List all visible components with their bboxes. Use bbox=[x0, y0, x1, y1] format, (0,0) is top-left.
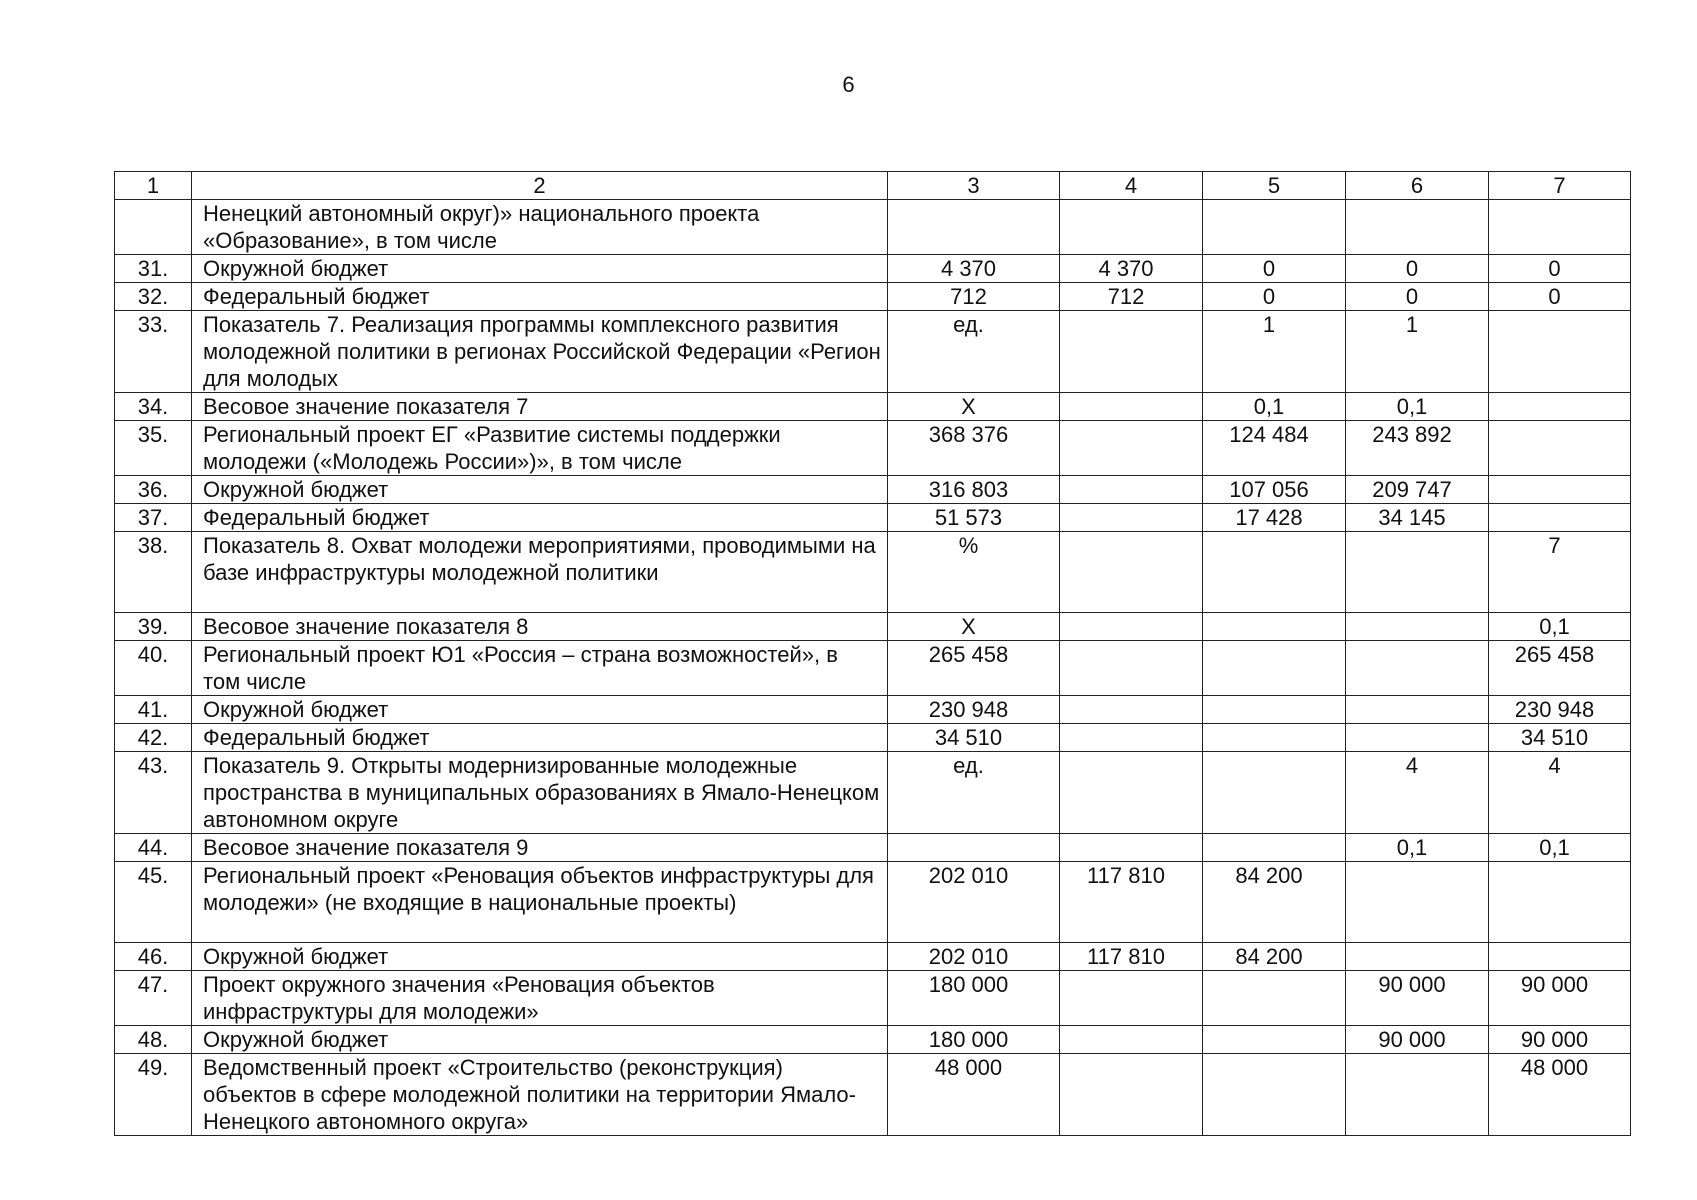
table-row bbox=[115, 393, 1631, 421]
value-col-6-cell bbox=[1346, 200, 1489, 255]
table-row bbox=[115, 504, 1631, 532]
description-cell: Показатель 8. Охват молодежи мероприятиями, проводимыми на базе инфраструктуры молодежной политики bbox=[192, 532, 888, 613]
description-cell: Окружной бюджет bbox=[192, 696, 888, 724]
value-col-7-cell: 7 bbox=[1489, 532, 1631, 613]
value-col-3-cell: X bbox=[888, 613, 1060, 641]
value-col-7-cell: 230 948 bbox=[1489, 696, 1631, 724]
value-col-4-cell bbox=[1060, 641, 1203, 696]
value-col-3-cell bbox=[888, 834, 1060, 862]
value-col-6-cell bbox=[1346, 943, 1489, 971]
row-number-cell: 42. bbox=[115, 724, 192, 752]
description-cell: Весовое значение показателя 8 bbox=[192, 613, 888, 641]
value-col-4-cell: 4 370 bbox=[1060, 255, 1203, 283]
value-col-6-cell bbox=[1346, 613, 1489, 641]
table-row bbox=[115, 724, 1631, 752]
value-col-5-cell: 0 bbox=[1203, 255, 1346, 283]
value-col-5-cell bbox=[1203, 532, 1346, 613]
value-col-6-cell: 0,1 bbox=[1346, 834, 1489, 862]
value-col-5-cell: 1 bbox=[1203, 311, 1346, 393]
value-col-5-cell bbox=[1203, 641, 1346, 696]
table-row bbox=[115, 1054, 1631, 1136]
description-cell: Окружной бюджет bbox=[192, 476, 888, 504]
description-cell: Федеральный бюджет bbox=[192, 504, 888, 532]
value-col-3-cell: ед. bbox=[888, 311, 1060, 393]
value-col-4-cell bbox=[1060, 724, 1203, 752]
header-cell-7: 7 bbox=[1489, 172, 1631, 200]
value-col-7-cell bbox=[1489, 200, 1631, 255]
value-col-5-cell: 84 200 bbox=[1203, 862, 1346, 943]
table-row bbox=[115, 532, 1631, 613]
value-col-4-cell bbox=[1060, 421, 1203, 476]
value-col-4-cell bbox=[1060, 1054, 1203, 1136]
table-row bbox=[115, 834, 1631, 862]
value-col-7-cell: 0 bbox=[1489, 283, 1631, 311]
value-col-6-cell bbox=[1346, 532, 1489, 613]
value-col-6-cell bbox=[1346, 1054, 1489, 1136]
value-col-7-cell: 0 bbox=[1489, 255, 1631, 283]
row-number-cell: 32. bbox=[115, 283, 192, 311]
table-row bbox=[115, 476, 1631, 504]
value-col-5-cell: 84 200 bbox=[1203, 943, 1346, 971]
description-cell: Федеральный бюджет bbox=[192, 724, 888, 752]
value-col-5-cell bbox=[1203, 752, 1346, 834]
value-col-5-cell bbox=[1203, 200, 1346, 255]
value-col-5-cell bbox=[1203, 1026, 1346, 1054]
value-col-4-cell bbox=[1060, 752, 1203, 834]
value-col-7-cell: 0,1 bbox=[1489, 834, 1631, 862]
row-number-cell: 41. bbox=[115, 696, 192, 724]
value-col-4-cell bbox=[1060, 504, 1203, 532]
value-col-5-cell: 0,1 bbox=[1203, 393, 1346, 421]
value-col-4-cell: 712 bbox=[1060, 283, 1203, 311]
value-col-7-cell bbox=[1489, 862, 1631, 943]
value-col-4-cell bbox=[1060, 476, 1203, 504]
row-number-cell: 31. bbox=[115, 255, 192, 283]
value-col-6-cell: 0,1 bbox=[1346, 393, 1489, 421]
row-number-cell: 47. bbox=[115, 971, 192, 1026]
value-col-7-cell: 0,1 bbox=[1489, 613, 1631, 641]
value-col-5-cell bbox=[1203, 696, 1346, 724]
description-cell: Весовое значение показателя 7 bbox=[192, 393, 888, 421]
value-col-4-cell bbox=[1060, 311, 1203, 393]
value-col-3-cell: 265 458 bbox=[888, 641, 1060, 696]
header-cell-6: 6 bbox=[1346, 172, 1489, 200]
value-col-7-cell bbox=[1489, 421, 1631, 476]
value-col-4-cell bbox=[1060, 696, 1203, 724]
table-row bbox=[115, 200, 1631, 255]
value-col-6-cell bbox=[1346, 862, 1489, 943]
row-number-cell: 34. bbox=[115, 393, 192, 421]
table-header bbox=[115, 172, 1631, 200]
value-col-4-cell bbox=[1060, 834, 1203, 862]
value-col-3-cell: 316 803 bbox=[888, 476, 1060, 504]
value-col-3-cell: 180 000 bbox=[888, 971, 1060, 1026]
description-cell: Проект окружного значения «Реновация объектов инфраструктуры для молодежи» bbox=[192, 971, 888, 1026]
value-col-6-cell bbox=[1346, 724, 1489, 752]
value-col-6-cell: 243 892 bbox=[1346, 421, 1489, 476]
value-col-6-cell: 4 bbox=[1346, 752, 1489, 834]
table-row bbox=[115, 696, 1631, 724]
description-cell: Показатель 9. Открыты модернизированные молодежные пространства в муниципальных образованиях в Ямало-Ненецком автономном округе bbox=[192, 752, 888, 834]
description-cell: Окружной бюджет bbox=[192, 255, 888, 283]
header-cell-5: 5 bbox=[1203, 172, 1346, 200]
value-col-3-cell: 230 948 bbox=[888, 696, 1060, 724]
value-col-4-cell: 117 810 bbox=[1060, 862, 1203, 943]
row-number-cell: 37. bbox=[115, 504, 192, 532]
value-col-3-cell bbox=[888, 200, 1060, 255]
value-col-7-cell bbox=[1489, 311, 1631, 393]
value-col-5-cell: 107 056 bbox=[1203, 476, 1346, 504]
page-number: 6 bbox=[842, 72, 855, 97]
description-cell: Весовое значение показателя 9 bbox=[192, 834, 888, 862]
header-cell-1: 1 bbox=[115, 172, 192, 200]
value-col-7-cell: 4 bbox=[1489, 752, 1631, 834]
row-number-cell bbox=[115, 200, 192, 255]
value-col-4-cell bbox=[1060, 613, 1203, 641]
value-col-4-cell bbox=[1060, 1026, 1203, 1054]
value-col-3-cell: 202 010 bbox=[888, 862, 1060, 943]
row-number-cell: 39. bbox=[115, 613, 192, 641]
value-col-6-cell bbox=[1346, 696, 1489, 724]
description-cell: Окружной бюджет bbox=[192, 943, 888, 971]
value-col-5-cell bbox=[1203, 971, 1346, 1026]
value-col-6-cell: 1 bbox=[1346, 311, 1489, 393]
value-col-7-cell: 34 510 bbox=[1489, 724, 1631, 752]
description-cell: Показатель 7. Реализация программы комплексного развития молодежной политики в регионах Российской Федерации «Регион для молодых bbox=[192, 311, 888, 393]
row-number-cell: 36. bbox=[115, 476, 192, 504]
header-cell-3: 3 bbox=[888, 172, 1060, 200]
value-col-4-cell: 117 810 bbox=[1060, 943, 1203, 971]
table-row bbox=[115, 752, 1631, 834]
row-number-cell: 49. bbox=[115, 1054, 192, 1136]
value-col-6-cell: 0 bbox=[1346, 255, 1489, 283]
header-cell-4: 4 bbox=[1060, 172, 1203, 200]
value-col-3-cell: 180 000 bbox=[888, 1026, 1060, 1054]
value-col-7-cell bbox=[1489, 943, 1631, 971]
description-cell: Ненецкий автономный округ)» национального проекта «Образование», в том числе bbox=[192, 200, 888, 255]
value-col-6-cell: 34 145 bbox=[1346, 504, 1489, 532]
value-col-7-cell: 90 000 bbox=[1489, 1026, 1631, 1054]
value-col-5-cell: 0 bbox=[1203, 283, 1346, 311]
value-col-7-cell bbox=[1489, 504, 1631, 532]
row-number-cell: 35. bbox=[115, 421, 192, 476]
value-col-3-cell: 48 000 bbox=[888, 1054, 1060, 1136]
row-number-cell: 40. bbox=[115, 641, 192, 696]
value-col-3-cell: 202 010 bbox=[888, 943, 1060, 971]
description-cell: Федеральный бюджет bbox=[192, 283, 888, 311]
description-cell: Региональный проект ЕГ «Развитие системы поддержки молодежи («Молодежь России»)», в том числе bbox=[192, 421, 888, 476]
table-row bbox=[115, 311, 1631, 393]
row-number-cell: 38. bbox=[115, 532, 192, 613]
budget-table bbox=[114, 171, 1631, 1136]
value-col-3-cell: X bbox=[888, 393, 1060, 421]
value-col-6-cell: 90 000 bbox=[1346, 1026, 1489, 1054]
description-cell: Ведомственный проект «Строительство (реконструкция) объектов в сфере молодежной политики на территории Ямало-Ненецкого автономного округа» bbox=[192, 1054, 888, 1136]
description-cell: Региональный проект «Реновация объектов инфраструктуры для молодежи» (не входящие в национальные проекты) bbox=[192, 862, 888, 943]
value-col-4-cell bbox=[1060, 971, 1203, 1026]
value-col-6-cell: 90 000 bbox=[1346, 971, 1489, 1026]
description-cell: Региональный проект Ю1 «Россия – страна возможностей», в том числе bbox=[192, 641, 888, 696]
value-col-5-cell bbox=[1203, 1054, 1346, 1136]
value-col-5-cell: 124 484 bbox=[1203, 421, 1346, 476]
value-col-6-cell bbox=[1346, 641, 1489, 696]
header-cell-2: 2 bbox=[192, 172, 888, 200]
row-number-cell: 45. bbox=[115, 862, 192, 943]
value-col-3-cell: 368 376 bbox=[888, 421, 1060, 476]
value-col-3-cell: 34 510 bbox=[888, 724, 1060, 752]
row-number-cell: 48. bbox=[115, 1026, 192, 1054]
description-cell: Окружной бюджет bbox=[192, 1026, 888, 1054]
table-row bbox=[115, 641, 1631, 696]
table-row bbox=[115, 255, 1631, 283]
value-col-5-cell bbox=[1203, 613, 1346, 641]
row-number-cell: 43. bbox=[115, 752, 192, 834]
table-row bbox=[115, 1026, 1631, 1054]
value-col-3-cell: ед. bbox=[888, 752, 1060, 834]
row-number-cell: 46. bbox=[115, 943, 192, 971]
value-col-4-cell bbox=[1060, 200, 1203, 255]
table-row bbox=[115, 421, 1631, 476]
header-row bbox=[115, 172, 1631, 200]
value-col-4-cell bbox=[1060, 532, 1203, 613]
value-col-7-cell: 90 000 bbox=[1489, 971, 1631, 1026]
value-col-5-cell bbox=[1203, 724, 1346, 752]
table-row bbox=[115, 862, 1631, 943]
value-col-5-cell bbox=[1203, 834, 1346, 862]
row-number-cell: 44. bbox=[115, 834, 192, 862]
table-row bbox=[115, 971, 1631, 1026]
value-col-4-cell bbox=[1060, 393, 1203, 421]
table-body bbox=[115, 200, 1631, 1136]
value-col-3-cell: % bbox=[888, 532, 1060, 613]
table-row bbox=[115, 283, 1631, 311]
table-row bbox=[115, 943, 1631, 971]
value-col-7-cell: 265 458 bbox=[1489, 641, 1631, 696]
value-col-7-cell bbox=[1489, 476, 1631, 504]
value-col-3-cell: 51 573 bbox=[888, 504, 1060, 532]
value-col-5-cell: 17 428 bbox=[1203, 504, 1346, 532]
value-col-3-cell: 712 bbox=[888, 283, 1060, 311]
row-number-cell: 33. bbox=[115, 311, 192, 393]
table-row bbox=[115, 613, 1631, 641]
value-col-7-cell bbox=[1489, 393, 1631, 421]
value-col-6-cell: 209 747 bbox=[1346, 476, 1489, 504]
value-col-3-cell: 4 370 bbox=[888, 255, 1060, 283]
value-col-7-cell: 48 000 bbox=[1489, 1054, 1631, 1136]
value-col-6-cell: 0 bbox=[1346, 283, 1489, 311]
